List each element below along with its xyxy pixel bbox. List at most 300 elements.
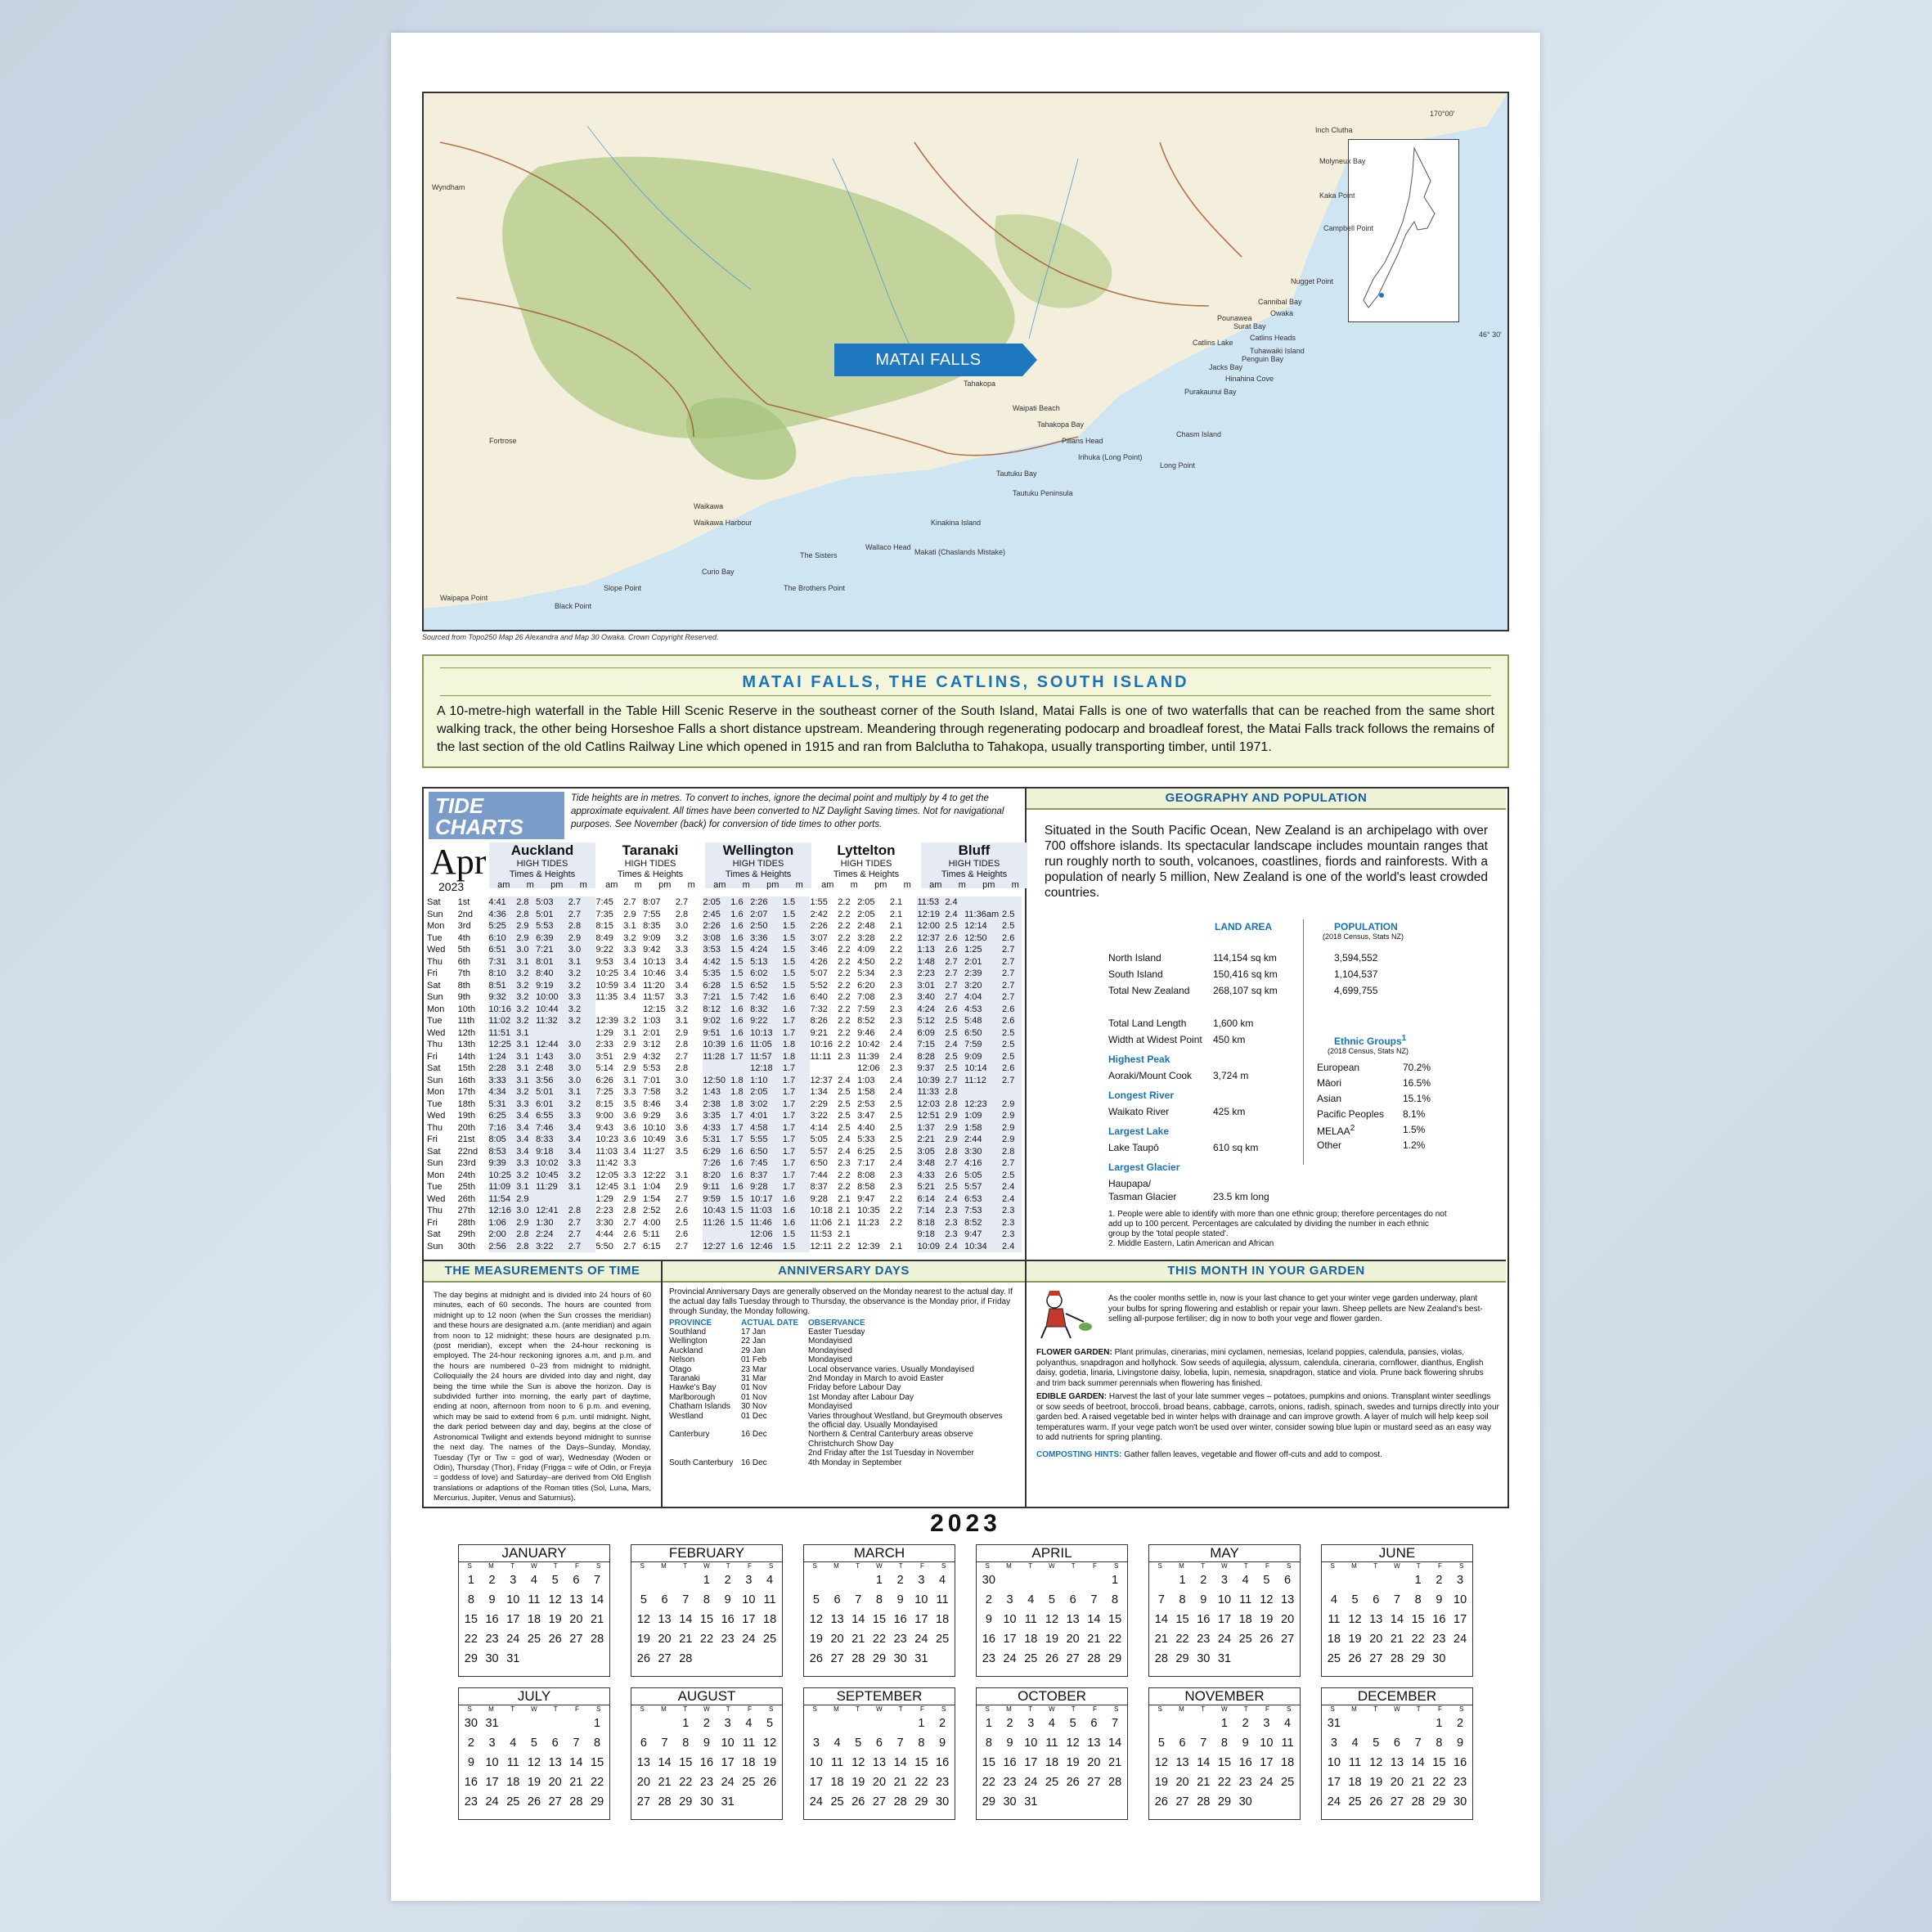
tide-cell: 3.3	[568, 991, 596, 1004]
col-pm: pm	[874, 880, 887, 890]
weekday-label: S	[640, 1562, 645, 1570]
tide-cell: Sun	[427, 1075, 443, 1085]
tide-cell: 2.5	[889, 1122, 903, 1133]
tide-cell: 2.3	[1002, 1205, 1022, 1217]
day-cell: 28	[569, 1795, 583, 1808]
month-name: FEBRUARY	[631, 1545, 782, 1562]
tide-cell: 9:32	[488, 991, 516, 1004]
tide-cell: 1.6	[730, 932, 750, 945]
day-cell: 9	[703, 1737, 710, 1750]
day-cell: 27	[1369, 1652, 1383, 1665]
day-cell: 19	[1154, 1776, 1168, 1789]
tide-cell: 2.8	[623, 1206, 636, 1215]
anniv-cell: Chatham Islands	[669, 1402, 731, 1412]
tide-cell: 1:43	[703, 1086, 730, 1099]
day-cell: 2	[985, 1593, 992, 1606]
weekday-label: T	[1416, 1705, 1421, 1713]
tide-cell: 2.8	[516, 909, 536, 921]
peak-name: Aoraki/Mount Cook	[1108, 1070, 1193, 1081]
day-cell: 12	[1260, 1593, 1274, 1606]
day-cell: 22	[679, 1776, 693, 1789]
glacier-value: 23.5 km long	[1213, 1191, 1269, 1202]
day-cell: 1	[1179, 1574, 1186, 1587]
day-cell: 22	[1108, 1633, 1122, 1646]
day-cell: 27	[548, 1795, 562, 1808]
day-cell: 3	[812, 1737, 820, 1750]
day-cell	[1323, 1570, 1345, 1590]
day-cell	[1020, 1570, 1041, 1590]
tide-cell: 3:30	[595, 1217, 613, 1228]
day-cell	[827, 1714, 848, 1733]
day-cell: 20	[1066, 1633, 1080, 1646]
tide-cell: 2.5	[1002, 920, 1022, 932]
tide-cell: 3.4	[516, 1122, 536, 1134]
day-cell: 10	[809, 1756, 823, 1769]
tide-cell: 10:18	[810, 1206, 833, 1215]
day-cell: 29	[914, 1795, 928, 1808]
month-name: MAY	[1149, 1545, 1300, 1562]
place-label: Molyneux Bay	[1319, 157, 1366, 165]
tide-cell: 1.7	[783, 1134, 811, 1146]
day-cell	[654, 1570, 676, 1590]
tide-cell: 3.4	[675, 1099, 689, 1109]
tide-cell: 3.3	[568, 1110, 596, 1122]
glacier-name: Tasman Glacier	[1108, 1191, 1177, 1202]
tide-cell: 7:26	[703, 1157, 730, 1170]
tide-cell: 2.2	[838, 1027, 851, 1038]
tide-cell: 3.2	[568, 1004, 596, 1016]
tide-cell: 8:46	[643, 1099, 661, 1109]
tide-row	[427, 1063, 1022, 1075]
day-cell: 1	[875, 1574, 883, 1587]
day-cell: 11	[1045, 1737, 1058, 1750]
day-cell: 20	[569, 1613, 583, 1626]
tide-cell: 1:24	[488, 1051, 516, 1063]
day-cell: 4	[1351, 1737, 1359, 1750]
day-cell: 8	[703, 1593, 710, 1606]
tide-cell: 3:22	[536, 1241, 568, 1253]
month-name: SEPTEMBER	[804, 1688, 955, 1705]
day-cell: 6	[1373, 1593, 1380, 1606]
day-cell: 5	[1263, 1574, 1270, 1587]
tide-logo-line2: CHARTS	[435, 815, 523, 839]
tide-cell: 2:05	[857, 909, 875, 919]
tide-cell: 2.5	[945, 1015, 964, 1027]
tide-cell	[595, 1004, 623, 1016]
tide-cell: 2.9	[568, 932, 596, 945]
tide-cell: 5:53	[536, 920, 568, 932]
day-cell: 2	[1242, 1717, 1249, 1730]
tide-cell: 3:36	[750, 932, 783, 945]
tide-cell: 1.6	[730, 1004, 750, 1016]
port-label: HIGH TIDES	[624, 859, 676, 869]
tide-cell: 3.1	[568, 1086, 596, 1099]
tide-cell: 9:22	[750, 1015, 783, 1027]
day-cell: 16	[1238, 1756, 1252, 1769]
tide-cell: 10th	[457, 1004, 476, 1014]
weekday-header	[804, 1705, 955, 1714]
tide-cell: 2.8	[1002, 1146, 1022, 1158]
tide-cell: 7:44	[810, 1170, 828, 1180]
tide-cell: 12:22	[643, 1170, 666, 1180]
day-cell: 15	[464, 1613, 478, 1626]
tide-cell: 2.2	[889, 1193, 903, 1204]
tide-cell: 4:44	[595, 1229, 613, 1239]
tide-cell: 2.6	[945, 1170, 964, 1182]
tide-cell: 2.2	[838, 968, 851, 978]
day-cell: 10	[1260, 1737, 1274, 1750]
tide-cell: 2.4	[889, 1040, 903, 1049]
day-cell	[1172, 1714, 1193, 1733]
day-cell: 4	[1284, 1717, 1292, 1730]
tide-cell: 2.9	[1002, 1099, 1022, 1111]
port-name: Wellington	[722, 842, 794, 858]
weekday-label: T	[726, 1705, 730, 1713]
tide-cell: 1.7	[783, 1110, 811, 1122]
population-value: 1,104,537	[1334, 968, 1378, 980]
day-cell: 30	[893, 1652, 907, 1665]
place-label: Long Point	[1160, 461, 1196, 470]
port-label: HIGH TIDES	[516, 859, 568, 869]
anniv-title: ANNIVERSARY DAYS	[663, 1261, 1025, 1283]
tide-cell: 9th	[457, 992, 470, 1002]
day-cell: 23	[1432, 1633, 1446, 1646]
weekday-header	[977, 1562, 1127, 1570]
place-label: Tahakopa	[964, 380, 996, 388]
tide-cell: Fri	[427, 1134, 438, 1144]
tide-cell: 2.2	[838, 1040, 851, 1049]
tide-cell: 2.2	[838, 992, 851, 1002]
day-cell: 12	[1066, 1737, 1080, 1750]
day-cell: 30	[1238, 1795, 1252, 1808]
tide-cell: 4:33	[703, 1122, 730, 1134]
tide-cell: 10:25	[595, 968, 618, 978]
tide-cell: 8:32	[750, 1004, 783, 1016]
tide-cell: 3.4	[623, 956, 636, 967]
day-cell: 19	[1369, 1776, 1383, 1789]
population-head: POPULATION	[1334, 921, 1398, 932]
day-cell: 11	[1281, 1737, 1294, 1750]
anniv-row	[669, 1449, 1017, 1458]
tide-cell: 1:10	[750, 1075, 783, 1087]
ethnic-name: European	[1317, 1062, 1360, 1073]
tide-cell: 7:25	[595, 1087, 613, 1097]
day-cell: 17	[1453, 1613, 1467, 1626]
tide-cell: 3.2	[568, 968, 596, 980]
tide-cell: 9:47	[857, 1193, 875, 1204]
day-cell: 28	[591, 1633, 604, 1646]
day-cell: 6	[640, 1737, 647, 1750]
day-cell: 9	[1200, 1593, 1207, 1606]
tide-cell: 8:12	[703, 1004, 730, 1016]
tide-cell: 1:37	[917, 1122, 945, 1134]
tide-cell: 7:53	[964, 1205, 1002, 1217]
tide-cell: Mon	[427, 921, 445, 931]
day-cell: 29	[872, 1652, 887, 1665]
tide-cell: 2.7	[1002, 956, 1022, 968]
day-cell: 3	[1457, 1574, 1464, 1587]
port-label: Times & Heights	[509, 869, 576, 879]
tide-cell: 3:07	[810, 932, 828, 943]
tide-cell: 1:54	[643, 1193, 661, 1204]
tide-cell: 12:50	[964, 932, 1002, 945]
day-cell: 27	[1175, 1795, 1189, 1808]
tide-cell: 2.5	[945, 1051, 964, 1063]
tide-cell: 2.2	[838, 921, 851, 931]
tide-cell	[730, 1063, 750, 1075]
day-cell: 27	[872, 1795, 887, 1808]
place-label: Waikawa	[694, 502, 724, 510]
weekday-header	[1322, 1562, 1472, 1570]
weekday-label: T	[1416, 1562, 1421, 1570]
tide-cell: 2.8	[675, 909, 689, 919]
tide-cell: 7:59	[964, 1039, 1002, 1051]
tide-cell: 2.3	[889, 1170, 903, 1180]
day-cell: 10	[1024, 1737, 1038, 1750]
tide-cell: 2.1	[889, 1241, 903, 1251]
tide-cell: 2.9	[623, 909, 636, 919]
tide-cell: 1:43	[536, 1051, 568, 1063]
tide-cell: 3:46	[810, 945, 828, 955]
day-grid	[1322, 1714, 1472, 1812]
length-value: 1,600 km	[1213, 1018, 1254, 1029]
day-cell	[654, 1714, 676, 1733]
day-cell: 21	[1154, 1633, 1168, 1646]
tide-cell: 2.7	[623, 1241, 636, 1251]
geography-section	[1027, 789, 1506, 1261]
tide-cell: 2.7	[623, 1217, 636, 1228]
anniv-row	[669, 1365, 1017, 1374]
tide-cell: 2.3	[1002, 1217, 1022, 1229]
tide-cell: 1.7	[783, 1063, 811, 1075]
tide-cell: 10:49	[643, 1134, 666, 1144]
tide-cell: 1.8	[783, 1051, 811, 1063]
weekday-label: S	[1459, 1705, 1464, 1713]
month-name: JUNE	[1322, 1545, 1472, 1562]
tide-cell: 1.5	[783, 920, 811, 932]
tide-cell: 6:50	[750, 1146, 783, 1158]
day-cell	[633, 1570, 654, 1590]
day-cell: 29	[1108, 1652, 1122, 1665]
tide-row	[427, 1122, 1022, 1134]
month-december	[1321, 1687, 1473, 1820]
tide-cell: 3.3	[516, 1157, 536, 1170]
day-cell	[869, 1714, 890, 1733]
tide-cell: 11:03	[595, 1146, 618, 1157]
day-cell: 7	[1200, 1737, 1207, 1750]
col-m: m	[742, 880, 750, 890]
tide-cell: 1.7	[783, 1015, 811, 1027]
peak-value: 3,724 m	[1213, 1070, 1249, 1081]
place-label: Waipati Beach	[1013, 404, 1060, 412]
tide-row	[427, 1241, 1022, 1253]
edible-text: Harvest the last of your late summer veges – potatoes, pumpkins and onions. Transplant winter seedlings or sow seeds of beetroot, broccoli, broad beans, cabbage, carrots, onions, radish, spinach, swedes and turnips directly into your garden bed. A raised vegetable bed in winter helps with drainage and can improve growth. A layer of mulch will help keep soil temperatures warm. If your vege patch won't be used over winter, consider sowing blue lupin or mustard seed as an easy way to add nutrients for spring planting.	[1036, 1392, 1499, 1442]
tide-cell: 2.4	[889, 1075, 903, 1085]
tide-cell: 3.1	[568, 956, 596, 968]
tide-cell: 2.9	[675, 1182, 689, 1192]
day-cell: 23	[721, 1633, 735, 1646]
day-cell: 20	[658, 1633, 672, 1646]
day-cell: 15	[1217, 1756, 1232, 1769]
tide-cell: 12:25	[488, 1039, 516, 1051]
tide-cell: 3.4	[568, 1134, 596, 1146]
anniv-cell	[741, 1449, 808, 1458]
tide-cell	[857, 1229, 890, 1241]
day-cell: 27	[658, 1652, 672, 1665]
month-july	[458, 1687, 610, 1820]
day-cell: 11	[936, 1593, 949, 1606]
tide-cell: 8:37	[750, 1170, 783, 1182]
day-cell: 12	[809, 1613, 823, 1626]
tide-cell: Wed	[427, 1193, 446, 1204]
day-cell: 14	[658, 1756, 672, 1769]
tide-cell: 1.6	[730, 896, 750, 909]
day-cell: 2	[1457, 1717, 1464, 1730]
day-cell: 9	[1006, 1737, 1013, 1750]
tide-cell: 2.4	[889, 1158, 903, 1168]
tide-cell: 16th	[457, 1075, 476, 1085]
day-cell: 8	[1179, 1593, 1186, 1606]
tide-cell: Sat	[427, 1229, 441, 1239]
tide-cell: 11:23	[857, 1217, 879, 1228]
day-cell: 6	[1393, 1737, 1400, 1750]
day-cell: 2	[467, 1737, 474, 1750]
gardener-icon	[1030, 1286, 1095, 1343]
tide-cell: 5:53	[643, 1063, 661, 1073]
day-cell: 16	[485, 1613, 499, 1626]
tide-cell: 2.9	[516, 1217, 536, 1229]
tide-cell: 7:21	[536, 944, 568, 956]
population-sub: (2018 Census, Stats NZ)	[1323, 932, 1404, 941]
day-cell: 22	[1432, 1776, 1446, 1789]
day-cell: 31	[506, 1652, 520, 1665]
tide-cell: 10:43	[703, 1205, 730, 1217]
tide-cell: 2.2	[838, 1004, 851, 1014]
tide-cell: 5:11	[643, 1229, 660, 1239]
day-cell: 18	[1238, 1613, 1252, 1626]
anniv-cell: South Canterbury	[669, 1458, 734, 1467]
day-cell: 18	[830, 1776, 844, 1789]
tide-row	[427, 980, 1022, 992]
tide-cell: 7:59	[857, 1004, 875, 1014]
tide-cell: 3:56	[536, 1075, 568, 1087]
tide-cell: Mon	[427, 1087, 445, 1097]
day-cell: 15	[591, 1756, 604, 1769]
ethnic-head-sup: 1	[1401, 1034, 1407, 1043]
day-cell: 9	[1436, 1593, 1443, 1606]
anniv-cell: 2nd Monday in March to avoid Easter	[808, 1374, 944, 1384]
tide-cell: 1.7	[730, 1051, 750, 1063]
day-cell: 19	[527, 1776, 541, 1789]
day-cell: 10	[914, 1593, 928, 1606]
tide-cell: 3rd	[457, 921, 471, 931]
tide-cell: 24th	[457, 1170, 476, 1180]
tide-cell: 8:10	[488, 968, 516, 980]
tide-cell: 1.8	[730, 1086, 750, 1099]
day-cell: 16	[699, 1756, 714, 1769]
tide-row	[427, 1229, 1022, 1241]
port-label: HIGH TIDES	[840, 859, 892, 869]
day-cell: 8	[1436, 1737, 1443, 1750]
anniv-cell: Easter Tuesday	[808, 1328, 865, 1337]
tide-cell: 4:34	[488, 1086, 516, 1099]
tide-cell: 2:53	[857, 1099, 875, 1109]
tide-cell: 25th	[457, 1182, 476, 1192]
tide-cell: 10:42	[857, 1040, 880, 1049]
tide-cell: 8:20	[703, 1170, 730, 1182]
tide-cell: 3.4	[623, 968, 636, 978]
tide-cell: Thu	[427, 956, 443, 967]
tide-cell: 5:05	[964, 1170, 1002, 1182]
anniv-cell	[669, 1449, 741, 1458]
day-cell: 1	[682, 1717, 690, 1730]
tide-cell: 2.7	[945, 991, 964, 1004]
tide-cell: 2.7	[675, 897, 689, 907]
tide-cell: 8:37	[810, 1182, 828, 1192]
day-cell: 20	[830, 1633, 844, 1646]
day-cell	[1345, 1714, 1366, 1733]
port-columns	[597, 880, 703, 890]
tide-cell: 5:34	[857, 968, 875, 978]
tide-cell: 2.1	[889, 921, 903, 931]
tide-cell: 1.7	[783, 1122, 811, 1134]
tide-cell: 2.5	[675, 1217, 689, 1228]
tide-cell: 6:55	[536, 1110, 568, 1122]
day-cell: 14	[1411, 1756, 1425, 1769]
tide-cell: 2:05	[857, 897, 875, 907]
weekday-label: S	[1157, 1705, 1162, 1713]
weekday-header	[1149, 1705, 1300, 1714]
tide-cell: 12:11	[810, 1241, 833, 1251]
tide-cell	[964, 896, 1002, 909]
place-label: Irihuka (Long Point)	[1078, 453, 1143, 461]
day-cell: 14	[679, 1613, 693, 1626]
tide-cell: 2.9	[1002, 1122, 1022, 1134]
day-cell: 31	[721, 1795, 735, 1808]
tide-cell: 1.5	[783, 956, 811, 968]
weekday-label: S	[1287, 1562, 1292, 1570]
day-grid	[977, 1714, 1127, 1812]
col-m: m	[634, 880, 642, 890]
edible-garden	[1036, 1392, 1499, 1444]
tide-cell: 9:11	[703, 1181, 730, 1193]
weekday-header	[804, 1562, 955, 1570]
weekday-label: S	[812, 1562, 817, 1570]
tide-cell: 10:02	[536, 1157, 568, 1170]
compost-head: COMPOSTING HINTS:	[1036, 1449, 1122, 1459]
tide-cell: 10:44	[536, 1004, 568, 1016]
tide-cell: 3.1	[568, 1181, 596, 1193]
place-label: Catlins Lake	[1193, 339, 1233, 347]
day-cell: 11	[1349, 1756, 1362, 1769]
tide-cell: 2.8	[945, 1086, 964, 1099]
tide-cell: 3:47	[857, 1111, 875, 1121]
day-cell: 21	[893, 1776, 907, 1789]
anniv-row	[669, 1402, 1017, 1411]
tide-cell: 11:46	[750, 1217, 783, 1229]
tide-cell: 6:50	[964, 1027, 1002, 1040]
weekday-label: M	[1006, 1562, 1012, 1570]
day-cell: 19	[1045, 1633, 1059, 1646]
day-grid	[459, 1714, 609, 1812]
tide-cell: 1:25	[964, 944, 1002, 956]
tide-cell: 1st	[457, 897, 470, 907]
day-cell: 28	[1154, 1652, 1168, 1665]
tide-cell	[643, 1157, 676, 1170]
tide-row	[427, 1170, 1022, 1182]
weekday-label: T	[1201, 1562, 1206, 1570]
day-cell: 3	[745, 1574, 753, 1587]
